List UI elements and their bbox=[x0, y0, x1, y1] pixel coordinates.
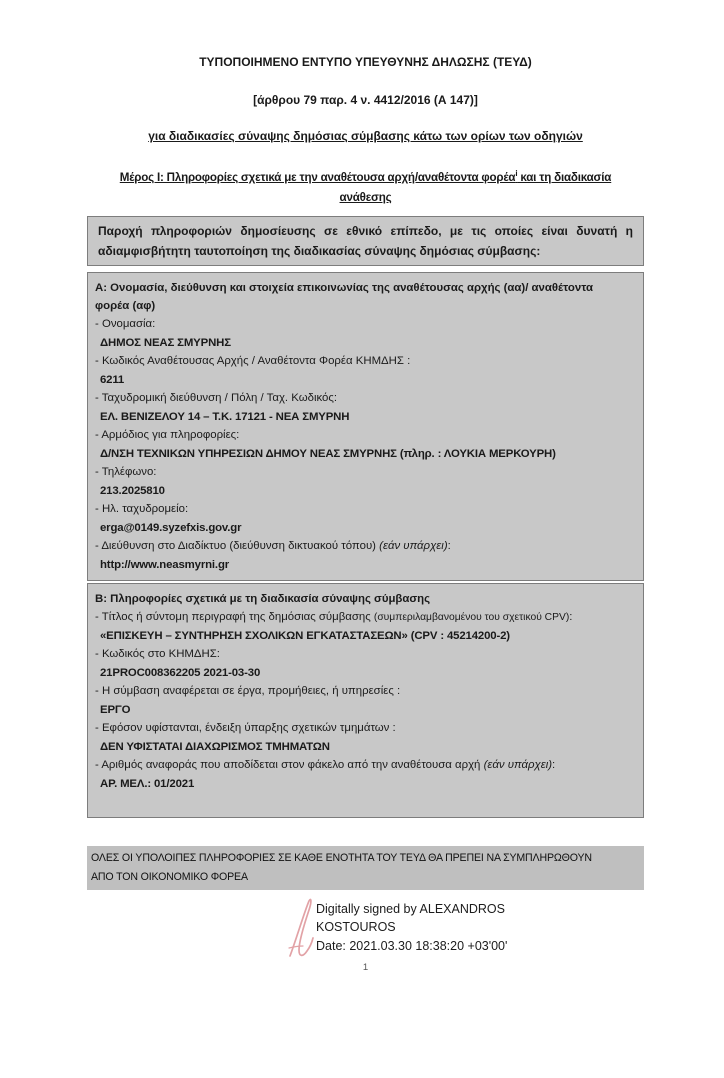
field-value: http://www.neasmyrni.gr bbox=[100, 558, 230, 571]
field-label: - Ταχυδρομική διεύθυνση / Πόλη / Ταχ. Κωδικός: bbox=[95, 391, 338, 404]
field-label: - Κωδικός Αναθέτουσας Αρχής / Αναθέτοντα Φορέα ΚΗΜΔΗΣ : bbox=[95, 354, 411, 367]
field-value: ΔΗΜΟΣ ΝΕΑΣ ΣΜΥΡΝΗΣ bbox=[100, 336, 231, 349]
field-label: - Ονομασία: bbox=[95, 317, 156, 330]
document-scope-line: για διαδικασίες σύναψης δημόσιας σύμβασης κάτω των ορίων των οδηγιών bbox=[148, 129, 583, 143]
field-value: 213.2025810 bbox=[100, 484, 165, 497]
footnote-marker: i bbox=[515, 169, 518, 178]
section-a-title-line2: φορέα (αφ) bbox=[95, 299, 156, 312]
notice-line: Παροχή πληροφοριών δημοσίευσης σε εθνικό επίπεδο, με τις οποίες είναι δυνατή η bbox=[98, 223, 633, 238]
signature-line: KOSTOUROS bbox=[316, 920, 396, 935]
footer-notice-line: ΑΠΟ ΤΟΝ ΟΙΚΟΝΟΜΙΚΟ ΦΟΡΕΑ bbox=[91, 870, 248, 883]
field-label: - Αριθμός αναφοράς που αποδίδεται στον φάκελο από την αναθέτουσα αρχή (εάν υπάρχει): bbox=[95, 758, 556, 771]
part-heading-text: Μέρος Ι: Πληροφορίες σχετικά με την αναθέτουσα αρχή/αναθέτοντα φορέα bbox=[119, 170, 516, 184]
field-value: ΑΡ. ΜΕΛ.: 01/2021 bbox=[100, 777, 195, 790]
footer-notice-line: ΟΛΕΣ ΟΙ ΥΠΟΛΟΙΠΕΣ ΠΛΗΡΟΦΟΡΙΕΣ ΣΕ ΚΑΘΕ ΕΝΟΤΗΤΑ ΤΟΥ ΤΕΥΔ ΘΑ ΠΡΕΠΕΙ ΝΑ ΣΥΜΠΛΗΡΩΘΟΥΝ bbox=[91, 851, 592, 864]
field-value: ΕΛ. ΒΕΝΙΖΕΛΟΥ 14 – Τ.Κ. 17121 - ΝΕΑ ΣΜΥΡΝΗ bbox=[100, 410, 350, 423]
field-value: «ΕΠΙΣΚΕΥΗ – ΣΥΝΤΗΡΗΣΗ ΣΧΟΛΙΚΩΝ ΕΓΚΑΤΑΣΤΑΣΕΩΝ» (CPV : 45214200-2) bbox=[100, 629, 510, 642]
document-subtitle: [άρθρου 79 παρ. 4 ν. 4412/2016 (Α 147)] bbox=[253, 93, 478, 107]
field-label: - Διεύθυνση στο Διαδίκτυο (διεύθυνση δικτυακού τόπου) (εάν υπάρχει): bbox=[95, 539, 451, 552]
publication-notice-box bbox=[87, 216, 644, 266]
document-title: ΤΥΠΟΠΟΙΗΜΕΝΟ ΕΝΤΥΠΟ ΥΠΕΥΘΥΝΗΣ ΔΗΛΩΣΗΣ (ΤΕΥΔ) bbox=[199, 55, 532, 69]
notice-line: αδιαμφισβήτητη ταυτοποίηση της διαδικασίας σύναψης δημόσιας σύμβασης: bbox=[98, 243, 541, 258]
part-heading-text-cont: και τη διαδικασία bbox=[517, 170, 612, 184]
section-b-box bbox=[87, 583, 644, 818]
field-label: - Αρμόδιος για πληροφορίες: bbox=[95, 428, 240, 441]
footer-notice-bar bbox=[87, 846, 644, 890]
digital-signature-block bbox=[288, 900, 644, 960]
signature-line: Date: 2021.03.30 18:38:20 +03'00' bbox=[316, 938, 508, 953]
field-value: ΕΡΓΟ bbox=[100, 703, 131, 716]
section-a-title-line1: Α: Ονομασία, διεύθυνση και στοιχεία επικοινωνίας της αναθέτουσας αρχής (αα)/ αναθέτοντα bbox=[95, 281, 593, 294]
section-b-title: Β: Πληροφορίες σχετικά με τη διαδικασία σύναψης σύμβασης bbox=[95, 592, 431, 605]
signature-text bbox=[316, 900, 507, 956]
field-label: - Ηλ. ταχυδρομείο: bbox=[95, 502, 189, 515]
field-label: - Κωδικός στο ΚΗΜΔΗΣ: bbox=[95, 647, 220, 660]
field-value: 21PROC008362205 2021-03-30 bbox=[100, 666, 261, 679]
document-page bbox=[0, 54, 724, 1078]
field-value: erga@0149.syzefxis.gov.gr bbox=[100, 521, 242, 534]
signature-flourish-icon bbox=[288, 898, 314, 960]
field-label: - Η σύμβαση αναφέρεται σε έργα, προμήθειες, ή υπηρεσίες : bbox=[95, 684, 401, 697]
field-label: - Τηλέφωνο: bbox=[95, 465, 157, 478]
field-value: 6211 bbox=[100, 373, 125, 386]
part-heading-line2: ανάθεσης bbox=[339, 190, 392, 204]
part-heading-line1 bbox=[87, 164, 644, 188]
section-a-box bbox=[87, 272, 644, 581]
field-value: ΔΕΝ ΥΦΙΣΤΑΤΑΙ ΔΙΑΧΩΡΙΣΜΟΣ ΤΜΗΜΑΤΩΝ bbox=[100, 740, 330, 753]
field-label: - Τίτλος ή σύντομη περιγραφή της δημόσιας σύμβασης (συμπεριλαμβανομένου του σχετικού CPV): bbox=[95, 610, 573, 623]
field-label: - Εφόσον υφίστανται, ένδειξη ύπαρξης σχετικών τμημάτων : bbox=[95, 721, 396, 734]
signature-line: Digitally signed by ALEXANDROS bbox=[316, 901, 505, 916]
page-number: 1 bbox=[362, 961, 369, 973]
field-value: Δ/ΝΣΗ ΤΕΧΝΙΚΩΝ ΥΠΗΡΕΣΙΩΝ ΔΗΜΟΥ ΝΕΑΣ ΣΜΥΡΝΗΣ (πληρ. : ΛΟΥΚΙΑ ΜΕΡΚΟΥΡΗ) bbox=[100, 447, 556, 460]
